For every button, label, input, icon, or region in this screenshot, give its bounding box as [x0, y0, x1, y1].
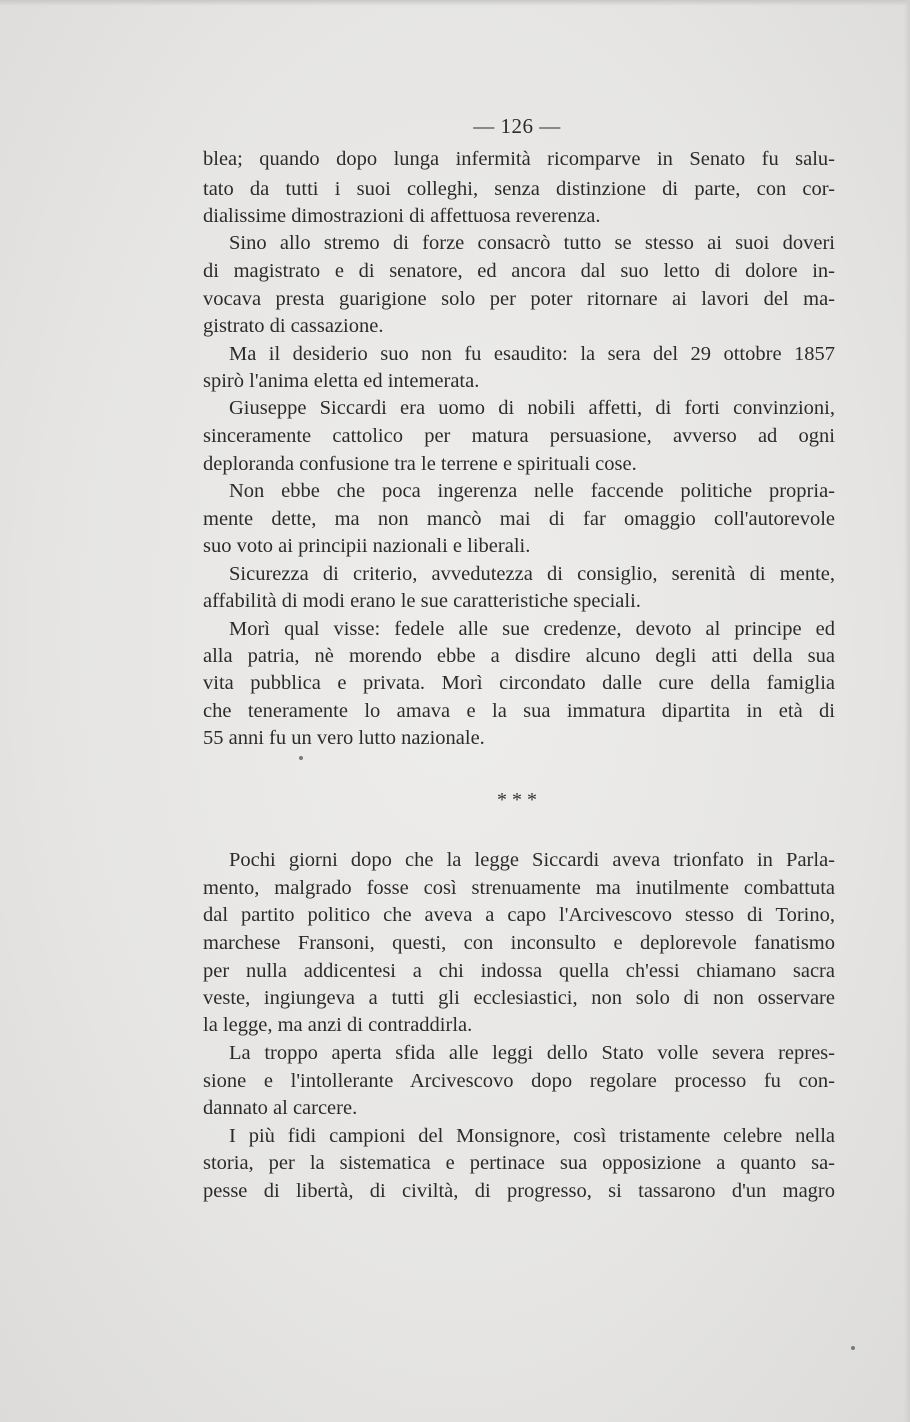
text-line: sinceramente cattolico per matura persuasione, avverso ad ogni — [203, 425, 835, 447]
page-edge-right — [904, 0, 910, 1422]
text-line: spirò l'anima eletta ed intemerata. — [203, 370, 480, 392]
text-line: pesse di libertà, di civiltà, di progresso, si tassarono d'un magro — [203, 1180, 835, 1202]
text-line: che teneramente lo amava e la sua immatura dipartita in età di — [203, 700, 835, 722]
text-line: Morì qual visse: fedele alle sue credenze, devoto al principe ed — [229, 618, 835, 640]
text-line: mente dette, ma non mancò mai di far omaggio coll'autorevole — [203, 508, 835, 530]
text-line: Non ebbe che poca ingerenza nelle faccende politiche propria- — [229, 480, 835, 502]
page-edge-top — [0, 0, 910, 6]
text-line: Ma il desiderio suo non fu esaudito: la sera del 29 ottobre 1857 — [229, 343, 835, 365]
ink-speck — [299, 756, 303, 760]
text-line: vita pubblica e privata. Morì circondato dalle cure della famiglia — [203, 672, 835, 694]
text-line: dannato al carcere. — [203, 1097, 358, 1119]
text-line: I più fidi campioni del Monsignore, così tristamente celebre nella — [229, 1125, 835, 1147]
text-line: La troppo aperta sfida alle leggi dello Stato volle severa repres- — [229, 1042, 835, 1064]
text-line: dal partito politico che aveva a capo l'Arcivescovo stesso di Torino, — [203, 904, 835, 926]
text-line: alla patria, nè morendo ebbe a disdire alcuno degli atti della sua — [203, 645, 835, 667]
text-line: dialissime dimostrazioni di affettuosa reverenza. — [203, 205, 601, 227]
ink-speck — [851, 1346, 855, 1350]
text-line: Sino allo stremo di forze consacrò tutto se stesso ai suoi doveri — [229, 232, 835, 254]
text-line: vocava presta guarigione solo per poter ritornare ai lavori del ma- — [203, 288, 835, 310]
text-line: Sicurezza di criterio, avvedutezza di consiglio, serenità di mente, — [229, 563, 835, 585]
text-line: 55 anni fu un vero lutto nazionale. — [203, 727, 485, 749]
text-line: tato da tutti i suoi colleghi, senza distinzione di parte, con cor- — [203, 178, 835, 200]
text-line: storia, per la sistematica e pertinace sua opposizione a quanto sa- — [203, 1152, 835, 1174]
text-line: Giuseppe Siccardi era uomo di nobili affetti, di forti convinzioni, — [229, 397, 835, 419]
page-number: — 126 — — [473, 114, 561, 138]
text-line: Pochi giorni dopo che la legge Siccardi aveva trionfato in Parla- — [229, 849, 835, 871]
text-line: mento, malgrado fosse così strenuamente ma inutilmente combattuta — [203, 877, 835, 899]
text-line: suo voto ai principii nazionali e liberali. — [203, 535, 531, 557]
text-line: veste, ingiungeva a tutti gli ecclesiastici, non solo di non osservare — [203, 987, 835, 1009]
text-line: la legge, ma anzi di contraddirla. — [203, 1014, 473, 1036]
text-line: gistrato di cassazione. — [203, 315, 384, 337]
section-separator-asterism: * * * — [497, 789, 537, 811]
text-line: sione e l'intollerante Arcivescovo dopo regolare processo fu con- — [203, 1070, 835, 1092]
text-line: di magistrato e di senatore, ed ancora dal suo letto di dolore in- — [203, 260, 835, 282]
text-line: per nulla addicentesi a chi indossa quella ch'essi chiamano sacra — [203, 960, 835, 982]
text-line: deploranda confusione tra le terrene e spirituali cose. — [203, 453, 637, 475]
text-line: marchese Fransoni, questi, con inconsulto e deplorevole fanatismo — [203, 932, 835, 954]
text-line: blea; quando dopo lunga infermità ricomparve in Senato fu salu- — [203, 148, 835, 170]
text-line: affabilità di modi erano le sue caratteristiche speciali. — [203, 590, 641, 612]
